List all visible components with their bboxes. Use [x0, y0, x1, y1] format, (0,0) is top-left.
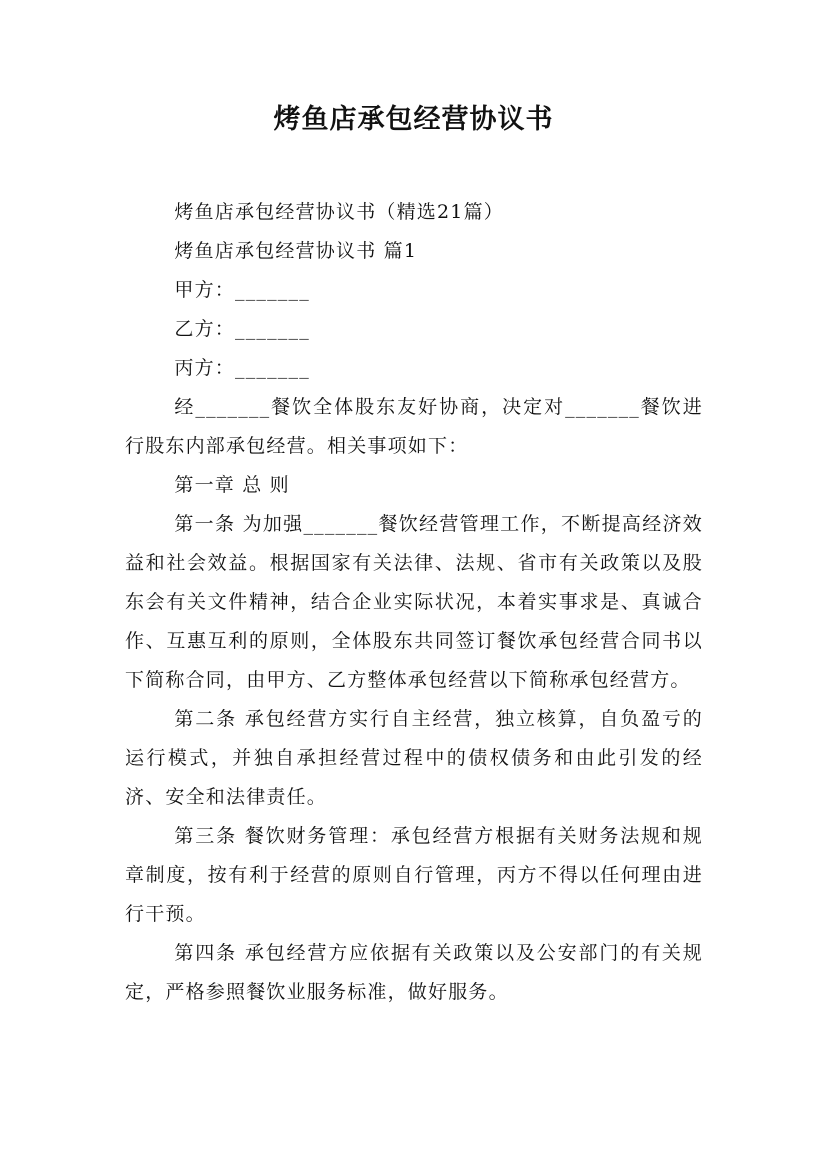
paragraph-chapter-heading: 第一章 总 则: [174, 474, 290, 496]
paragraph-subtitle: 烤鱼店承包经营协议书（精选21篇）: [174, 201, 504, 223]
paragraph-article-1: 第一条 为加强_______餐饮经营管理工作，不断提高经济效益和社会效益。根据国家有关法律、法规、省市有关政策以及股东会有关文件精神，结合企业实际状况，本着实事求是、真诚合作、互惠互利的原则，全体股东共同签订餐饮承包经营合同书以下简称合同，由甲方、乙方整体承包经营以下简称承包经营方。: [125, 513, 703, 691]
paragraph-party-a: 甲方：_______: [174, 279, 310, 301]
paragraph-article-2: 第二条 承包经营方实行自主经营，独立核算，自负盈亏的运行模式，并独自承担经营过程中的债权债务和由此引发的经济、安全和法律责任。: [125, 708, 703, 808]
document-title: 烤鱼店承包经营协议书: [273, 104, 554, 135]
paragraph-section-heading: 烤鱼店承包经营协议书 篇1: [174, 240, 418, 262]
document-body: [125, 193, 703, 1012]
paragraph-party-b: 乙方：_______: [174, 318, 310, 340]
paragraph-article-3: 第三条 餐饮财务管理：承包经营方根据有关财务法规和规章制度，按有利于经营的原则自行管理，丙方不得以任何理由进行干预。: [125, 825, 703, 925]
paragraph-article-4: 第四条 承包经营方应依据有关政策以及公安部门的有关规定，严格参照餐饮业服务标准，做好服务。: [125, 942, 703, 1003]
paragraph-preamble: 经_______餐饮全体股东友好协商，决定对_______餐饮进行股东内部承包经营。相关事项如下：: [125, 396, 703, 457]
paragraph-party-c: 丙方：_______: [174, 357, 310, 379]
